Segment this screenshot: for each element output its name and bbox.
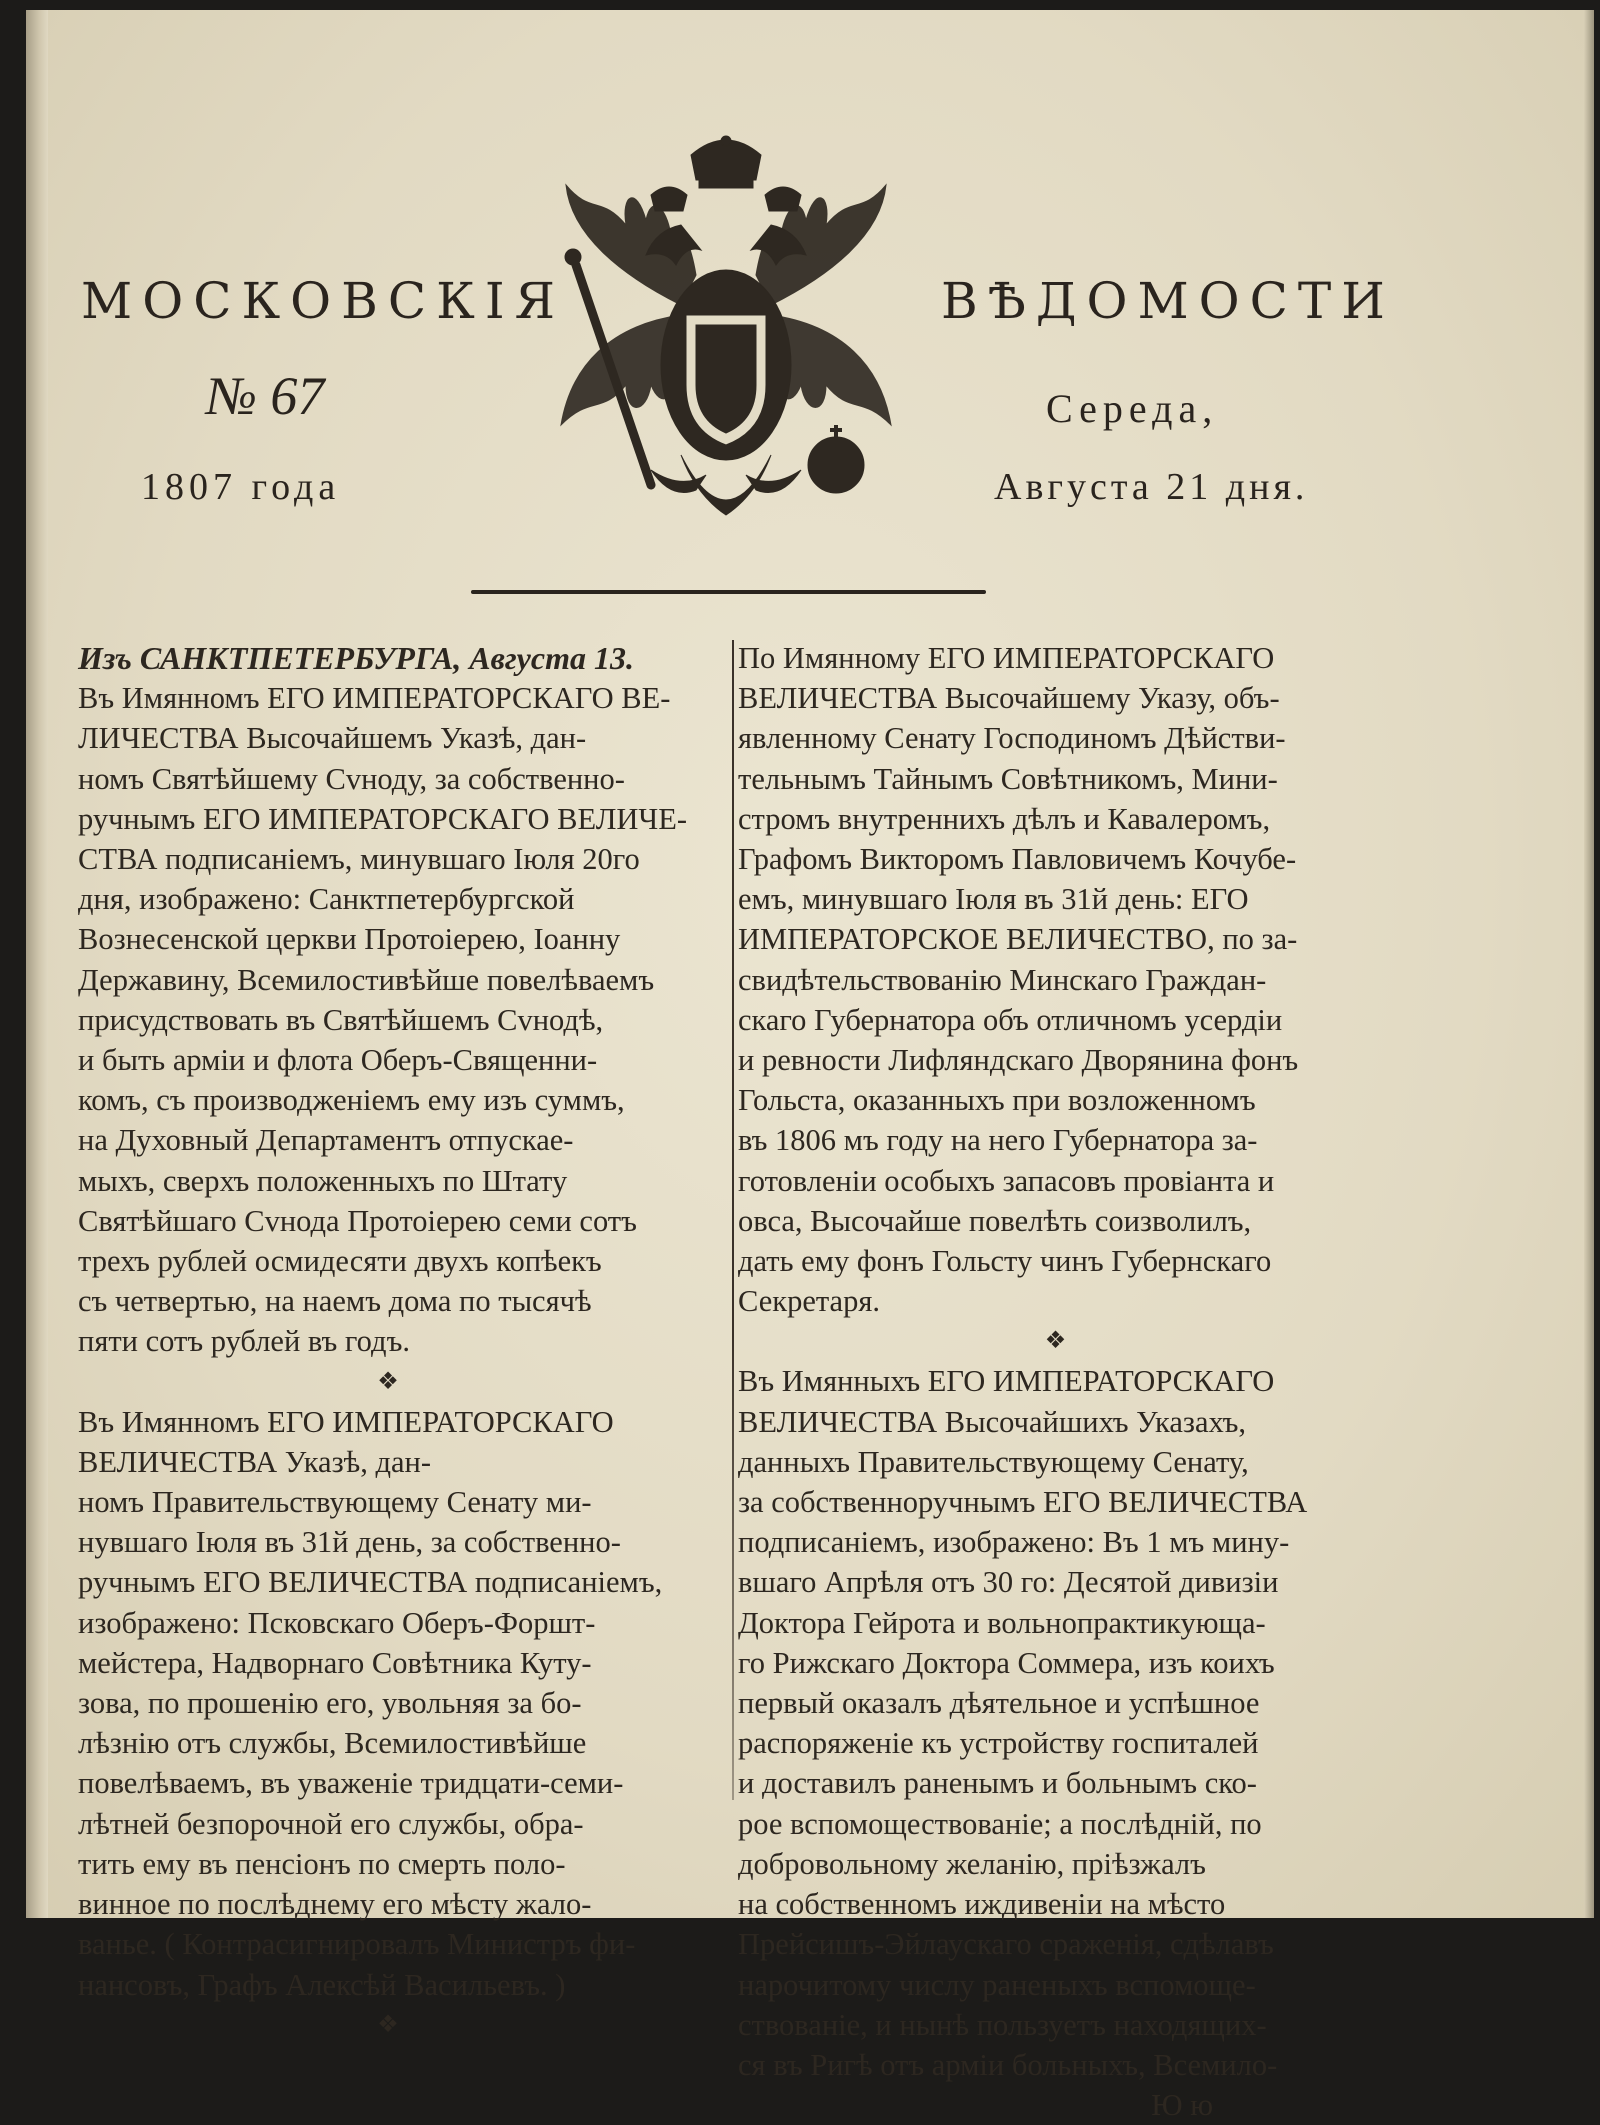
text-line: свидѣтельствованію Минскаго Граждан- <box>738 962 1267 997</box>
text-line: Святѣйшаго Сvнода Протоіерею семи сотъ <box>78 1203 637 1238</box>
text-line: на Духовный Департаментъ отпускае- <box>78 1123 574 1158</box>
ornament-divider: ❖ <box>1044 1328 1067 1355</box>
text-line: изображено: Псковскаго Оберъ-Форшт- <box>78 1605 596 1640</box>
issue-number: № 67 <box>206 366 325 426</box>
text-line: номъ Святѣйшему Сvноду, за собственно- <box>78 761 625 796</box>
text-line: Въ Имянныхъ ЕГО ИМПЕРАТОРСКАГО <box>738 1364 1275 1399</box>
text-line: мейстера, Надворнаго Совѣтника Куту- <box>78 1645 592 1680</box>
ornament-divider: ❖ <box>377 1368 399 1395</box>
masthead-title-right: ВѢДОМОСТИ <box>941 272 1395 330</box>
text-line: ИМПЕРАТОРСКОЕ ВЕЛИЧЕСТВО, по за- <box>738 922 1298 957</box>
text-line: Державину, Всемилостивѣйше повелѣваемъ <box>78 962 655 997</box>
text-line: Графомъ Викторомъ Павловичемъ Кочубе- <box>738 842 1297 877</box>
text-line: ванье. ( Контрасигнировалъ Министръ фи- <box>78 1927 636 1962</box>
issue-year: 1807 года <box>141 466 341 508</box>
text-line: вшаго Апрѣля отъ 30 го: Десятой дивизіи <box>738 1565 1279 1600</box>
text-line: Прейсишъ-Эйлаускаго сраженія, сдѣлавъ <box>738 1927 1274 1962</box>
text-line: мыхъ, сверхъ положенныхъ по Штату <box>78 1163 568 1198</box>
text-line: добровольному желанію, пріѣзжалъ <box>738 1846 1206 1881</box>
text-line: ручнымъ ЕГО ИМПЕРАТОРСКАГО ВЕЛИЧЕ- <box>78 801 688 836</box>
ornament-divider: ❖ <box>377 2011 399 2038</box>
masthead-rule <box>471 590 986 594</box>
text-line: лѣзнію отъ службы, Всемилостивѣйше <box>78 1726 587 1761</box>
right-column <box>738 638 1373 2125</box>
text-line: въ 1806 мъ году на него Губернатора за- <box>738 1123 1258 1158</box>
text-line: Вознесенской церкви Протоіерею, Іоанну <box>78 922 621 957</box>
text-line: ВЕЛИЧЕСТВА Высочайшихъ Указахъ, <box>738 1404 1246 1439</box>
text-line: трехъ рублей осмидесяти двухъ копѣекъ <box>78 1244 602 1279</box>
text-line: за собственноручнымъ ЕГО ВЕЛИЧЕСТВА <box>738 1485 1308 1520</box>
left-column <box>78 638 698 2045</box>
text-line: дать ему фонъ Гольсту чинъ Губернскаго <box>738 1244 1272 1279</box>
text-line: стромъ внутреннихъ дѣлъ и Кавалеромъ, <box>738 801 1271 836</box>
text-line: нувшаго Іюля въ 31й день, за собственно- <box>78 1525 621 1560</box>
text-line: ВЕЛИЧЕСТВА Указѣ, дан- <box>78 1444 431 1479</box>
article-2 <box>78 1402 698 2005</box>
page-binding-edge <box>26 10 48 1918</box>
text-line: нансовъ, Графъ Алексѣй Васильевъ. ) <box>78 1967 566 2002</box>
article-4 <box>738 1361 1373 2085</box>
dateline: Изъ САНКТПЕТЕРБУРГА, Августа 13. <box>78 640 634 676</box>
text-line: повелѣваемъ, въ уваженіе тридцати-семи- <box>78 1766 624 1801</box>
text-line: комъ, съ производженіемъ ему изъ суммъ, <box>78 1083 625 1118</box>
text-line: готовленіи особыхъ запасовъ провіанта и <box>738 1163 1275 1198</box>
text-line: ЛИЧЕСТВА Высочайшемъ Указѣ, дан- <box>78 721 587 756</box>
text-line: и ревности Лифляндскаго Дворянина фонъ <box>738 1043 1299 1078</box>
text-line: и доставилъ раненымъ и больнымъ ско- <box>738 1766 1257 1801</box>
text-line: тить ему въ пенсіонъ по смерть поло- <box>78 1846 566 1881</box>
text-line: Доктора Гейрота и вольнопрактикующа- <box>738 1605 1266 1640</box>
text-line: рое вспомоществованіе; а послѣдній, по <box>738 1806 1262 1841</box>
text-line: По Имянному ЕГО ИМПЕРАТОРСКАГО <box>738 641 1275 675</box>
text-line: го Рижскаго Доктора Соммера, изъ коихъ <box>738 1645 1275 1680</box>
text-line: тельнымъ Тайнымъ Совѣтникомъ, Мини- <box>738 761 1278 796</box>
newspaper-page <box>26 10 1594 2123</box>
text-line: Гольста, оказанныхъ при возложенномъ <box>738 1083 1256 1118</box>
text-line: и быть арміи и флота Оберъ-Священни- <box>78 1043 598 1078</box>
text-line: присудствовать въ Святѣйшемъ Сvнодѣ, <box>78 1002 604 1037</box>
masthead-title-left: МОСКОВСКІЯ <box>81 272 565 330</box>
text-line: пяти сотъ рублей въ годъ. <box>78 1324 410 1359</box>
column-divider <box>732 640 734 1800</box>
issue-date: Августа 21 дня. <box>994 466 1309 508</box>
text-line: номъ Правительствующему Сенату ми- <box>78 1485 592 1520</box>
text-line: Въ Имянномъ ЕГО ИМПЕРАТОРСКАГО ВЕ- <box>78 681 671 716</box>
text-line: зова, по прошенію его, увольняя за бо- <box>78 1686 582 1721</box>
double-headed-eagle-emblem <box>531 125 921 565</box>
text-line: нарочитому числу раненыхъ вспомоще- <box>738 1967 1256 2002</box>
text-line: данныхъ Правительствующему Сенату, <box>738 1444 1249 1479</box>
article-1 <box>78 678 698 1361</box>
weekday: Середа, <box>1046 386 1219 431</box>
text-line: лѣтней безпорочной его службы, обра- <box>78 1806 584 1841</box>
text-line: явленному Сенату Господиномъ Дѣйстви- <box>738 721 1286 756</box>
text-line: ручнымъ ЕГО ВЕЛИЧЕСТВА подписаніемъ, <box>78 1565 663 1600</box>
text-line: овса, Высочайше повелѣть соизволилъ, <box>738 1203 1252 1238</box>
catchword: Ю ю <box>1151 2088 1213 2123</box>
text-line: съ четвертью, на наемъ дома по тысячѣ <box>78 1284 592 1319</box>
text-line: Секретаря. <box>738 1284 881 1319</box>
text-line: дня, изображено: Санктпетербургской <box>78 882 575 917</box>
text-line: емъ, минувшаго Іюля въ 31й день: ЕГО <box>738 882 1249 917</box>
text-line: скаго Губернатора объ отличномъ усердіи <box>738 1002 1283 1037</box>
text-line: распоряженіе къ устройству госпиталей <box>738 1726 1259 1761</box>
text-line: на собственномъ иждивеніи на мѣсто <box>738 1887 1226 1922</box>
text-line: Въ Имянномъ ЕГО ИМПЕРАТОРСКАГО <box>78 1404 614 1439</box>
page-right-edge <box>1584 10 1594 1918</box>
text-line: ствованіе, и нынѣ пользуетъ находящих- <box>738 2007 1267 2042</box>
text-line: СТВА подписаніемъ, минувшаго Іюля 20го <box>78 842 640 877</box>
text-line: ВЕЛИЧЕСТВА Высочайшему Указу, объ- <box>738 681 1280 716</box>
article-3 <box>738 638 1373 1321</box>
text-line: ся въ Ригѣ отъ арміи больныхъ, Всемило- <box>738 2047 1278 2082</box>
text-line: подписаніемъ, изображено: Въ 1 мъ мину- <box>738 1525 1290 1560</box>
text-line: винное по послѣднему его мѣсту жало- <box>78 1887 592 1922</box>
text-line: первый оказалъ дѣятельное и успѣшное <box>738 1686 1260 1721</box>
